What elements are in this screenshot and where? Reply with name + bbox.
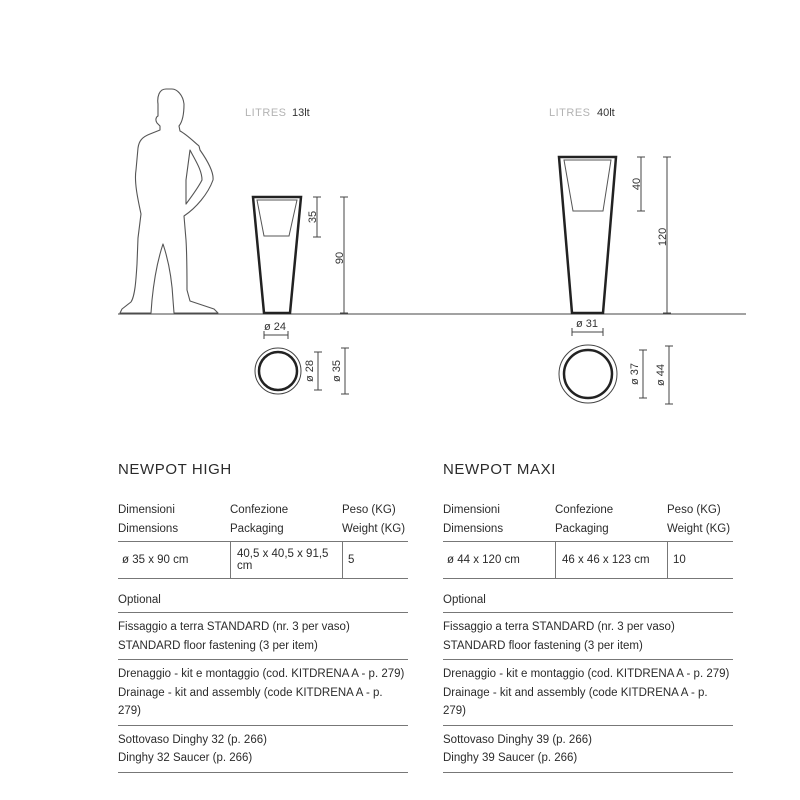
value-dimensions: ø 44 x 120 cm [447, 554, 520, 566]
dim-inner-diam-1: ø 28 [304, 359, 316, 383]
value-dimensions: ø 35 x 90 cm [122, 554, 189, 566]
optional-item-en: Dinghy 32 Saucer (p. 266) [118, 752, 253, 764]
optional-item [118, 660, 408, 726]
litres-value-1: 13lt [292, 107, 310, 119]
vase-elevation-2 [559, 157, 616, 313]
spec-header-row [443, 501, 733, 542]
optional-item [118, 726, 408, 773]
product-title: NEWPOT MAXI [443, 461, 556, 478]
header-peso: Peso (KG) [342, 504, 396, 516]
dim-inner-diam-2: ø 37 [629, 362, 641, 386]
optional-item-en: Dinghy 39 Saucer (p. 266) [443, 752, 578, 764]
spec-values-row [443, 542, 733, 579]
dim-outer-diam-2: ø 44 [655, 363, 667, 387]
header-packaging: Packaging [230, 523, 284, 535]
header-dimensioni: Dimensioni [443, 504, 500, 516]
value-packaging: 46 x 46 x 123 cm [555, 542, 667, 578]
optional-item-en: Drainage - kit and assembly (code KITDRENA A - p. 279) [118, 686, 383, 717]
spec-values-row [118, 542, 408, 579]
optional-item-en: STANDARD floor fastening (3 per item) [118, 639, 318, 652]
value-packaging: 40,5 x 40,5 x 91,5 cm [230, 542, 342, 578]
vase-plan-1 [255, 348, 301, 394]
optional-item [118, 613, 408, 660]
dim-base-1: ø 24 [263, 321, 287, 333]
value-weight: 5 [342, 542, 408, 578]
spec-table-newpot-high [118, 460, 408, 773]
header-weight: Weight (KG) [667, 523, 731, 535]
optional-item-it: Sottovaso Dinghy 39 (p. 266) [443, 733, 592, 746]
optional-item-it: Drenaggio - kit e montaggio (cod. KITDRENA A - p. 279) [118, 668, 405, 680]
product-title: NEWPOT HIGH [118, 461, 232, 478]
optional-item [443, 660, 733, 726]
optional-item-it: Drenaggio - kit e montaggio (cod. KITDRENA A - p. 279) [443, 668, 730, 680]
header-confezione: Confezione [230, 504, 289, 516]
optional-item-it: Sottovaso Dinghy 32 (p. 266) [118, 733, 267, 746]
header-confezione: Confezione [555, 504, 614, 516]
dim-base-2: ø 31 [575, 318, 599, 330]
human-scale-figure [120, 89, 218, 313]
value-weight: 10 [667, 542, 733, 578]
optional-item-it: Fissaggio a terra STANDARD (nr. 3 per vaso) [118, 621, 350, 633]
litres-label-1: LITRES [245, 107, 287, 119]
optional-title: Optional [118, 592, 408, 613]
dim-inner-depth-1: 35 [307, 210, 319, 224]
optional-item [443, 613, 733, 660]
vase-elevation-1 [253, 197, 301, 313]
header-dimensions: Dimensions [118, 523, 179, 535]
header-dimensioni: Dimensioni [118, 504, 175, 516]
vase-plan-2 [559, 345, 617, 403]
header-weight: Weight (KG) [342, 523, 406, 535]
header-packaging: Packaging [555, 523, 609, 535]
litres-value-2: 40lt [597, 107, 615, 119]
dim-height-2: 120 [657, 227, 669, 247]
optional-item-en: STANDARD floor fastening (3 per item) [443, 639, 643, 652]
header-peso: Peso (KG) [667, 504, 721, 516]
spec-table-newpot-maxi [443, 460, 733, 773]
dim-outer-diam-1: ø 35 [331, 359, 343, 383]
dim-inner-depth-2: 40 [631, 177, 643, 191]
header-dimensions: Dimensions [443, 523, 504, 535]
optional-item [443, 726, 733, 773]
litres-label-2: LITRES [549, 107, 591, 119]
optional-item-en: Drainage - kit and assembly (code KITDRENA A - p. 279) [443, 686, 708, 717]
optional-item-it: Fissaggio a terra STANDARD (nr. 3 per vaso) [443, 621, 675, 633]
spec-header-row [118, 501, 408, 542]
optional-title: Optional [443, 592, 733, 613]
dim-height-1: 90 [334, 251, 346, 265]
